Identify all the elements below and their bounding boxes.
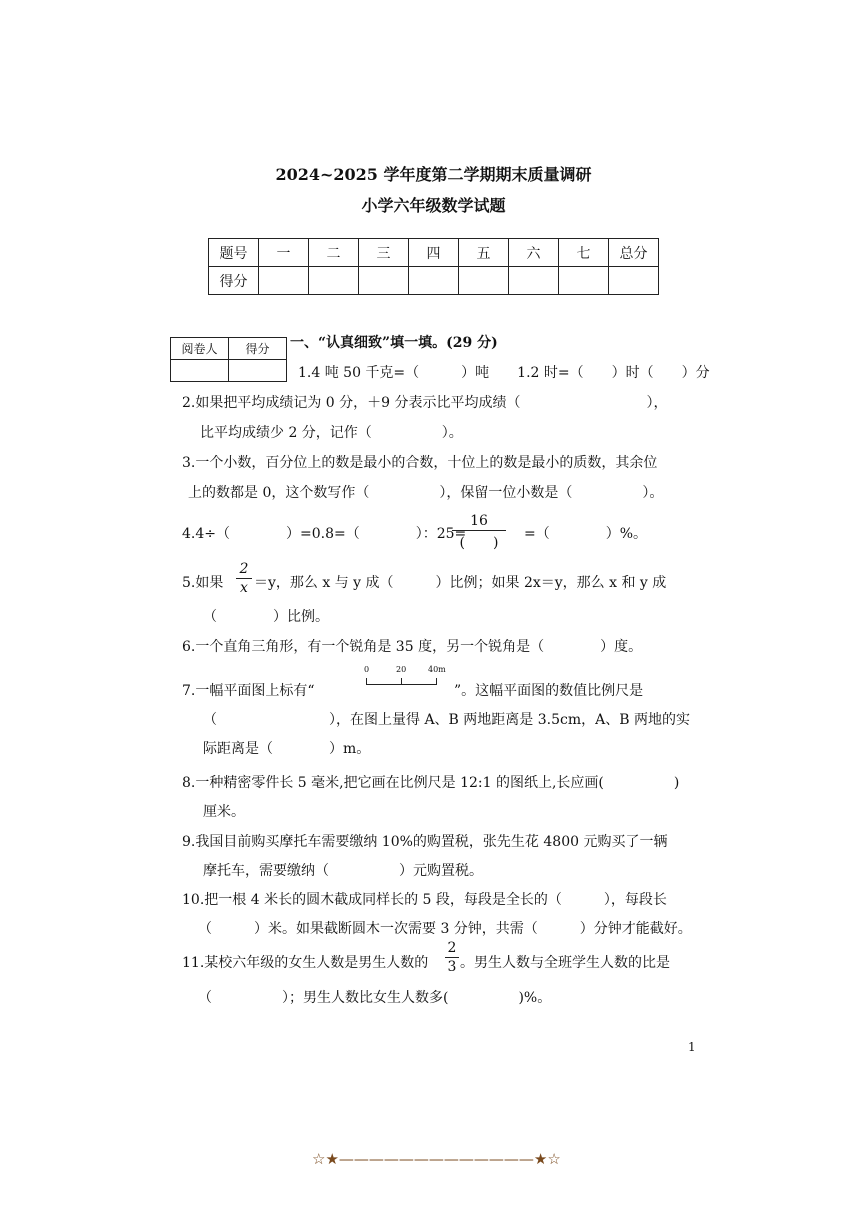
fraction-bar: [452, 530, 506, 531]
question-9-line-2: 摩托车，需要缴纳（ ）元购置税。: [203, 863, 483, 879]
score-table-column: 一: [259, 239, 309, 267]
exam-title: 2024~2025 学年度第二学期期末质量调研: [275, 165, 592, 184]
fraction-numerator: 16: [470, 513, 488, 529]
question-2-line-1: 2.如果把平均成绩记为 0 分，＋9 分表示比平均成绩（ ），: [182, 395, 668, 411]
section-heading: 一、“认真细致”填一填。(29 分): [290, 335, 498, 351]
grader-reviewer-label: 阅卷人: [171, 338, 229, 360]
score-table: [208, 238, 659, 295]
fraction-denominator: ( ): [459, 535, 499, 551]
fraction-bar: [445, 957, 459, 958]
question-4-line-1: 4.4÷（ ）=0.8=（ ）：25=: [182, 526, 467, 542]
score-table-header-row: [209, 239, 659, 267]
score-cell[interactable]: [259, 267, 309, 295]
question-5-fraction: [236, 561, 252, 596]
score-cell[interactable]: [459, 267, 509, 295]
page-number: 1: [688, 1040, 696, 1054]
question-1: 1.4 吨 50 千克=（ ）吨 1.2 时=（ ）时（ ）分: [298, 365, 710, 381]
question-4-line-2: =（ ）%。: [524, 526, 648, 542]
footer-decoration: ☆★—————————————★☆: [312, 1150, 561, 1168]
fraction-numerator: 2: [239, 561, 249, 577]
fraction-numerator: 2: [447, 940, 457, 956]
score-table-column: 总分: [609, 239, 659, 267]
score-cell[interactable]: [509, 267, 559, 295]
grader-box: [170, 337, 287, 382]
scale-tick: [366, 678, 367, 684]
question-2-line-2: 比平均成绩少 2 分，记作（ ）。: [200, 425, 463, 441]
question-7-line-2: （ ），在图上量得 A、B 两地距离是 3.5cm，A、B 两地的实: [203, 712, 690, 728]
scale-tick: [401, 678, 402, 684]
question-9-line-1: 9.我国目前购买摩托车需要缴纳 10%的购置税，张先生花 4800 元购买了一辆: [182, 834, 668, 850]
question-11-fraction: [445, 940, 459, 975]
score-cell[interactable]: [609, 267, 659, 295]
grader-score-label: 得分: [229, 338, 287, 360]
fraction-denominator: 3: [447, 959, 457, 975]
scale-tick: [436, 678, 437, 684]
question-3-line-1: 3.一个小数，百分位上的数是最小的合数，十位上的数是最小的质数，其余位: [182, 455, 658, 471]
score-table-column: 二: [309, 239, 359, 267]
question-4-fraction: [452, 513, 506, 552]
score-cell[interactable]: [359, 267, 409, 295]
scale-label: 40m: [428, 665, 446, 674]
question-11-line-2: （ ）；男生人数比女生人数多( )%。: [198, 990, 552, 1006]
question-10-line-2: （ ）米。如果截断圆木一次需要 3 分钟，共需（ ）分钟才能截好。: [198, 921, 692, 937]
question-5-line-1: ＝y，那么 x 与 y 成（ ）比例；如果 2x＝y，那么 x 和 y 成: [254, 575, 667, 591]
fraction-denominator: x: [240, 580, 248, 596]
score-table-column: 七: [559, 239, 609, 267]
score-table-column: 四: [409, 239, 459, 267]
score-table-row-label: 题号: [209, 239, 259, 267]
score-table-column: 六: [509, 239, 559, 267]
question-7-line-1: ”。这幅平面图的数值比例尺是: [454, 683, 644, 699]
score-cell[interactable]: [559, 267, 609, 295]
score-cell[interactable]: [409, 267, 459, 295]
grader-reviewer-cell[interactable]: [171, 360, 229, 382]
question-11-prefix: 11.某校六年级的女生人数是男生人数的: [182, 955, 429, 971]
score-table-score-row: [209, 267, 659, 295]
question-6: 6.一个直角三角形，有一个锐角是 35 度，另一个锐角是（ ）度。: [182, 639, 643, 655]
scale-label: 20: [396, 665, 407, 674]
score-table-row-label: 得分: [209, 267, 259, 295]
scale-line: [366, 684, 437, 685]
fraction-bar: [236, 578, 252, 579]
exam-subtitle: 小学六年级数学试题: [361, 196, 506, 215]
score-cell[interactable]: [309, 267, 359, 295]
score-table-column: 五: [459, 239, 509, 267]
question-11-line-1: 。男生人数与全班学生人数的比是: [460, 955, 670, 971]
score-table-column: 三: [359, 239, 409, 267]
question-5-prefix: 5.如果: [182, 575, 224, 591]
question-8-line-1: 8.一种精密零件长 5 毫米,把它画在比例尺是 12:1 的图纸上,长应画( ): [182, 775, 680, 791]
question-7-line-3: 际距离是（ ）m。: [203, 741, 371, 757]
grader-score-cell[interactable]: [229, 360, 287, 382]
scale-label: 0: [364, 665, 370, 674]
question-10-line-1: 10.把一根 4 米长的圆木截成同样长的 5 段，每段是全长的（ ），每段长: [182, 892, 667, 908]
question-3-line-2: 上的数都是 0，这个数写作（ ），保留一位小数是（ ）。: [188, 485, 664, 501]
question-5-line-2: （ ）比例。: [203, 609, 329, 625]
question-8-line-2: 厘米。: [203, 804, 245, 820]
question-7-prefix: 7.一幅平面图上标有“: [182, 683, 315, 699]
